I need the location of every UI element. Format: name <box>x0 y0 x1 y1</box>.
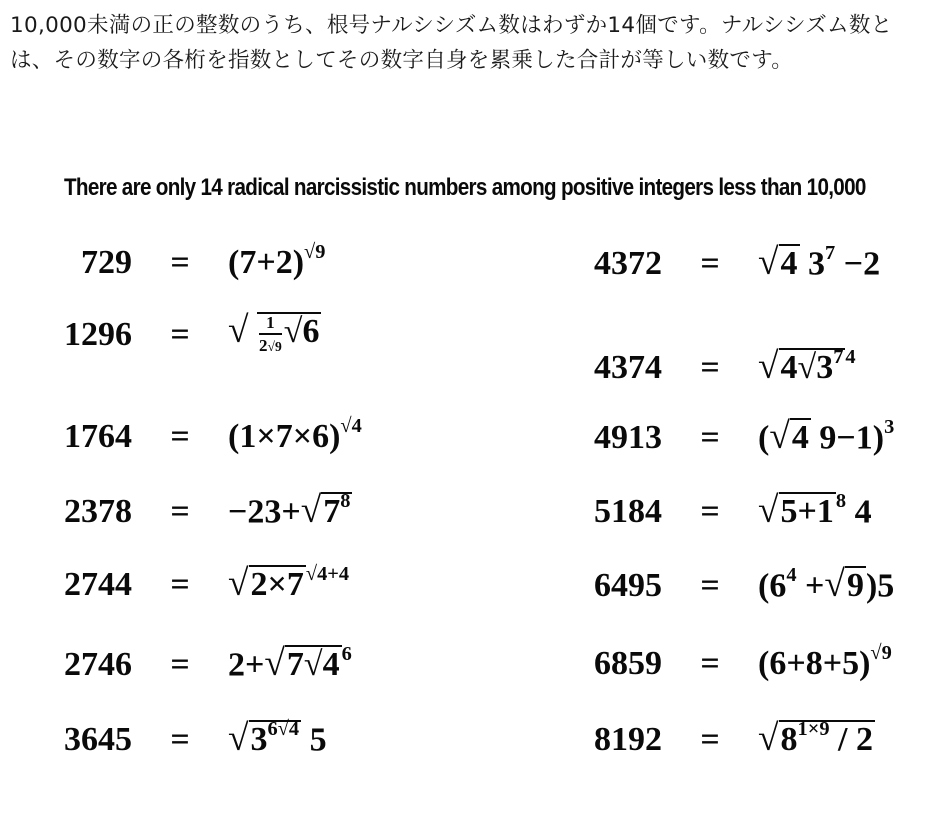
equation-expression: √ $3^{6√4}$ 5 <box>228 717 327 760</box>
equation-2378 <box>10 489 352 532</box>
equation-2746 <box>10 642 352 685</box>
equals-sign: = <box>700 419 720 457</box>
equation-expression: $(7+2)^{√9}$ <box>228 240 326 281</box>
equation-expression: √ 5+1 $^8$ 4 <box>758 489 872 532</box>
equals-sign: = <box>700 721 720 759</box>
equation-number: 6495 <box>594 567 662 605</box>
equation-number: 4913 <box>594 419 662 457</box>
equals-sign: = <box>700 645 720 682</box>
intro-paragraph: 10,000未満の正の整数のうち、根号ナルシシズム数はわずか14個です。ナルシシズム数とは、その数字の各桁を指数としてその数字自身を累乗した合計が等しい数です。 <box>10 13 893 73</box>
equation-number: 6859 <box>594 645 662 682</box>
equals-sign: = <box>170 493 190 531</box>
equation-expression: $(6+8+5)^{√9}$ <box>758 641 892 682</box>
equation-expression: $(1\times 7\times 6)^{√4}$ <box>228 414 362 455</box>
equation-number: 2746 <box>64 646 132 684</box>
equation-number: 5184 <box>594 493 662 531</box>
equation-number: 2744 <box>64 566 132 604</box>
equation-expression: √ $8^{1\times 9} / 2$ <box>758 717 873 760</box>
equation-expression: ( √ 4 9−1)$^3$ <box>758 415 895 458</box>
equation-number: 3645 <box>64 721 132 759</box>
equation-expression: −23+ √ $7^8$ <box>228 489 351 532</box>
equation-number: 4374 <box>594 349 662 387</box>
equation-4913 <box>540 415 895 458</box>
equation-expression: √ 4 $3^7 -2$ <box>758 241 881 284</box>
equals-sign: = <box>170 566 190 604</box>
equation-6495 <box>540 563 895 606</box>
equation-expression: √ 2×7 $^{√4+4}$ <box>228 562 350 605</box>
equation-number: 729 <box>81 244 132 281</box>
equation-number: 1296 <box>64 316 132 354</box>
equals-sign: = <box>170 721 190 759</box>
equation-2744 <box>10 562 350 605</box>
equals-sign: = <box>700 567 720 605</box>
equation-expression: 2+ √ 7√4 $^6$ <box>228 642 352 685</box>
equation-3645 <box>10 717 327 760</box>
equation-number: 4372 <box>594 245 662 283</box>
equals-sign: = <box>700 245 720 283</box>
equation-number: 2378 <box>64 493 132 531</box>
equation-8192 <box>540 717 875 760</box>
equation-number: 1764 <box>64 418 132 455</box>
equation-1296 <box>10 312 321 354</box>
equation-4374 <box>540 345 856 388</box>
equals-sign: = <box>170 418 190 455</box>
equation-expression: √ $\frac{1}{2√9}$ √6 <box>228 310 320 356</box>
equation-4372 <box>540 241 881 284</box>
equation-expression: ($6^4$ + √ 9 )5 <box>758 563 895 606</box>
equation-729 <box>10 240 326 282</box>
equals-sign: = <box>700 349 720 387</box>
equals-sign: = <box>170 646 190 684</box>
equation-6859 <box>540 641 892 683</box>
equals-sign: = <box>170 244 190 281</box>
equation-expression: √ $4√3^7$ $^4$ <box>758 345 856 388</box>
equals-sign: = <box>170 316 190 354</box>
equals-sign: = <box>700 493 720 531</box>
figure-title: There are only 14 radical narcissistic numbers among positive integers less than 10,000 <box>64 174 866 201</box>
equation-5184 <box>540 489 872 532</box>
equation-1764 <box>10 414 362 456</box>
equation-number: 8192 <box>594 721 662 759</box>
